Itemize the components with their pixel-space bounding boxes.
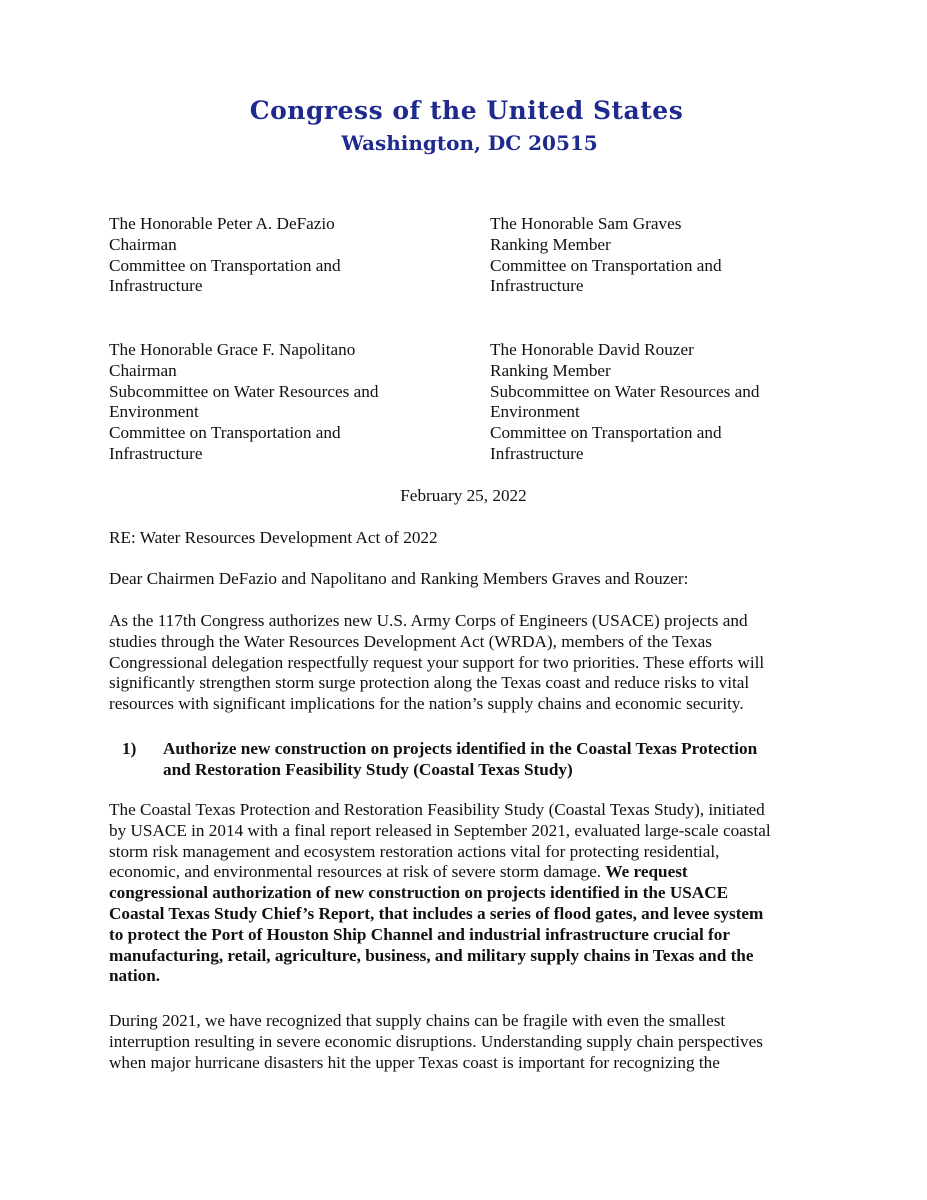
paragraph-text: economic, and environmental resources at risk of severe storm damage. [109, 862, 606, 882]
addressee-name: The Honorable David Rouzer [490, 340, 694, 359]
addressee-line: Ranking Member [490, 234, 611, 254]
addressee-name: The Honorable Peter A. DeFazio [109, 214, 335, 233]
study-paragraph [109, 800, 819, 987]
addressee-napolitano [109, 340, 378, 465]
addressee-rouzer [490, 340, 759, 465]
intro-paragraph [109, 611, 819, 715]
request-line: congressional authorization of new construction on projects identified in the USACE [109, 883, 729, 903]
request-line: manufacturing, retail, agriculture, business, and military supply chains in Texas and the [109, 945, 754, 965]
addressee-line: Committee on Transportation and [490, 255, 722, 275]
addressee-name: The Honorable Sam Graves [490, 214, 682, 233]
addressee-line: Committee on Transportation and [109, 423, 341, 443]
request-text: We request [605, 862, 688, 882]
addressee-line: Environment [490, 402, 580, 422]
addressee-line: Subcommittee on Water Resources and [109, 381, 379, 401]
priority-line: Authorize new construction on projects identified in the Coastal Texas Protection [163, 739, 758, 758]
addressee-name: The Honorable Grace F. Napolitano [109, 340, 356, 359]
paragraph-line: Congressional delegation respectfully request your support for two priorities. These efforts will [109, 652, 765, 672]
paragraph-line: storm risk management and ecosystem restoration actions vital for protecting residential, [109, 841, 720, 861]
addressee-line: Subcommittee on Water Resources and [490, 381, 760, 401]
paragraph-line: resources with significant implications for the nation’s supply chains and economic security. [109, 694, 744, 714]
priority-1-heading [122, 738, 757, 780]
re-line: RE: Water Resources Development Act of 2022 [109, 528, 438, 547]
paragraph-line: significantly strengthen storm surge protection along the Texas coast and reduce risks to vital [109, 673, 750, 693]
paragraph-line: As the 117th Congress authorizes new U.S. Army Corps of Engineers (USACE) projects and [109, 611, 748, 630]
paragraph-line: The Coastal Texas Protection and Restoration Feasibility Study (Coastal Texas Study), initiated [109, 800, 765, 819]
letter-date: February 25, 2022 [400, 486, 527, 505]
paragraph-line: During 2021, we have recognized that supply chains can be fragile with even the smallest [109, 1011, 726, 1030]
addressee-line: Infrastructure [109, 443, 203, 463]
paragraph-line: interruption resulting in severe economic disruptions. Understanding supply chain perspectives [109, 1031, 763, 1051]
addressee-line: Committee on Transportation and [490, 423, 722, 443]
addressee-line: Environment [109, 402, 199, 422]
addressee-line: Infrastructure [490, 443, 584, 463]
priority-line: and Restoration Feasibility Study (Coastal Texas Study) [163, 760, 573, 779]
addressee-defazio [109, 214, 341, 297]
addressee-line: Infrastructure [490, 276, 584, 296]
addressee-line: Infrastructure [109, 276, 203, 296]
letterhead-title: Congress of the United States [249, 96, 684, 125]
paragraph-line: by USACE in 2014 with a final report released in September 2021, evaluated large-scale coastal [109, 820, 771, 840]
letterhead-subtitle: Washington, DC 20515 [341, 131, 598, 155]
request-line: Coastal Texas Study Chief’s Report, that includes a series of flood gates, and levee system [109, 903, 764, 923]
salutation: Dear Chairmen DeFazio and Napolitano and Ranking Members Graves and Rouzer: [109, 569, 689, 588]
paragraph-line: studies through the Water Resources Development Act (WRDA), members of the Texas [109, 631, 712, 651]
paragraph-line [109, 862, 819, 883]
request-line: nation. [109, 966, 161, 986]
addressee-line: Committee on Transportation and [109, 255, 341, 275]
supply-chain-paragraph [109, 1011, 819, 1073]
addressee-line: Chairman [109, 234, 177, 254]
request-line: to protect the Port of Houston Ship Channel and industrial infrastructure crucial for [109, 924, 730, 944]
paragraph-line: when major hurricane disasters hit the upper Texas coast is important for recognizing the [109, 1052, 720, 1072]
addressee-line: Ranking Member [490, 360, 611, 380]
addressee-graves [490, 214, 722, 297]
priority-number: 1) [122, 739, 137, 758]
addressee-line: Chairman [109, 360, 177, 380]
letterhead [0, 96, 927, 156]
